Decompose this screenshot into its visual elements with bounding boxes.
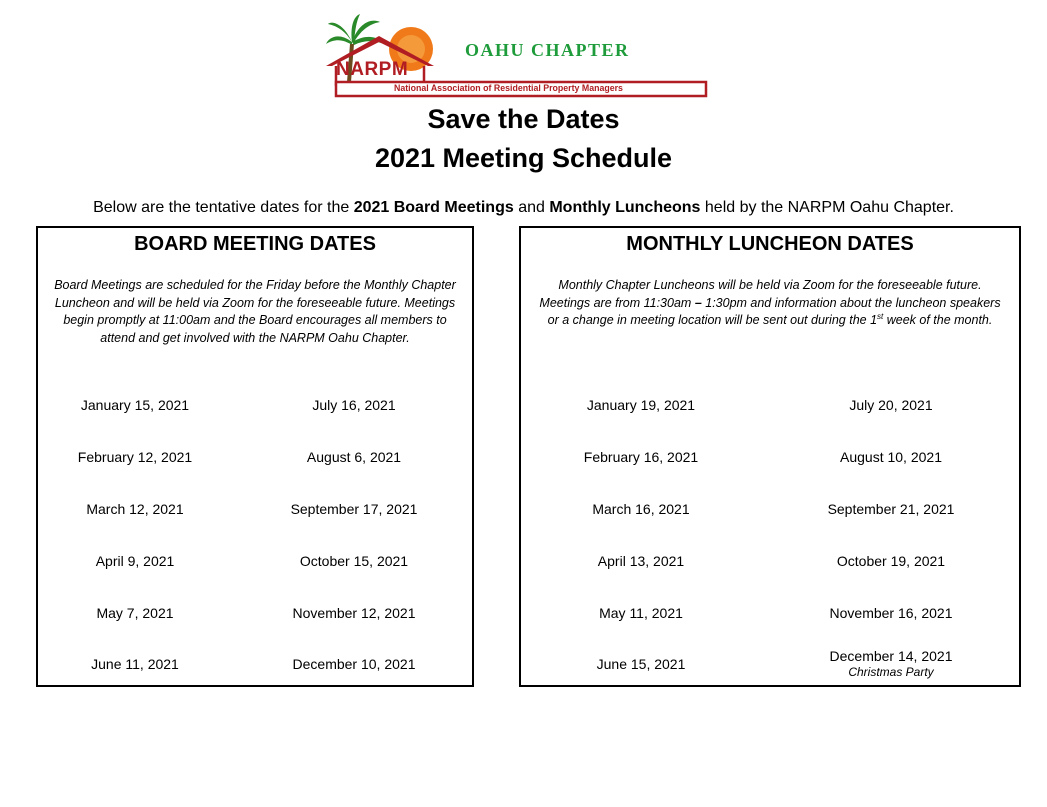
board-meeting-box bbox=[36, 226, 474, 687]
board-date: July 16, 2021 bbox=[312, 397, 396, 413]
luncheon-title: MONTHLY LUNCHEON DATES bbox=[626, 233, 914, 255]
intro-part2: and bbox=[513, 199, 550, 216]
luncheon-desc-text: Meetings are from 11:30am bbox=[539, 295, 695, 310]
luncheon-date: January 19, 2021 bbox=[586, 397, 696, 413]
board-date: January 15, 2021 bbox=[80, 397, 190, 413]
chapter-name: OAHU CHAPTER bbox=[465, 40, 630, 60]
board-date: March 12, 2021 bbox=[86, 501, 184, 517]
board-desc-line: Luncheon and will be held via Zoom for the foreseeable future. Meetings bbox=[54, 295, 456, 310]
board-date: September 17, 2021 bbox=[290, 501, 418, 517]
page-subtitle: 2021 Meeting Schedule bbox=[374, 143, 673, 173]
board-date: May 7, 2021 bbox=[96, 605, 174, 621]
board-date: April 9, 2021 bbox=[95, 553, 175, 569]
luncheon-date: November 16, 2021 bbox=[829, 605, 953, 621]
luncheon-date-december bbox=[830, 647, 953, 679]
luncheon-date: July 20, 2021 bbox=[849, 397, 933, 413]
luncheon-desc-dash: – bbox=[694, 295, 702, 310]
luncheon-desc-line: Monthly Chapter Luncheons will be held via Zoom for the foreseeable future. bbox=[558, 278, 982, 292]
luncheon-date: August 10, 2021 bbox=[840, 449, 942, 465]
luncheon-date: September 21, 2021 bbox=[827, 501, 955, 517]
luncheon-date: October 19, 2021 bbox=[836, 553, 946, 569]
luncheon-desc-text: 1:30pm and information about the luncheon speakers bbox=[701, 295, 1001, 310]
board-date: February 12, 2021 bbox=[77, 449, 193, 465]
luncheon-date: May 11, 2021 bbox=[599, 605, 683, 621]
christmas-party-note: Christmas Party bbox=[848, 665, 934, 679]
luncheon-desc-text: or a change in meeting location will be sent out during the 1 bbox=[547, 313, 878, 327]
luncheon-desc-line bbox=[529, 295, 1011, 313]
logo-wordmark: NARPM bbox=[336, 59, 409, 80]
intro-text bbox=[0, 198, 1047, 218]
board-description bbox=[46, 277, 464, 347]
logo-tagline: National Association of Residential Property Managers bbox=[394, 83, 623, 93]
luncheon-box bbox=[519, 226, 1021, 687]
luncheon-date: April 13, 2021 bbox=[597, 553, 685, 569]
intro-part3: held by the NARPM Oahu Chapter. bbox=[700, 199, 954, 216]
board-date: October 15, 2021 bbox=[299, 553, 409, 569]
intro-bold1: 2021 Board Meetings bbox=[353, 199, 514, 216]
board-date: December 10, 2021 bbox=[292, 656, 416, 672]
board-desc-line: attend and get involved with the NARPM Oahu Chapter. bbox=[100, 330, 410, 345]
luncheon-date: February 16, 2021 bbox=[583, 449, 699, 465]
luncheon-date: March 16, 2021 bbox=[592, 501, 690, 517]
luncheon-desc-sup: st bbox=[877, 311, 884, 321]
luncheon-date: June 15, 2021 bbox=[596, 656, 686, 672]
luncheon-desc-line bbox=[529, 312, 1011, 330]
page-title: Save the Dates bbox=[427, 104, 620, 134]
board-desc-line: begin promptly at 11:00am and the Board encourages all members to bbox=[63, 313, 447, 327]
intro-bold2: Monthly Luncheons bbox=[549, 199, 701, 216]
luncheon-date: December 14, 2021 bbox=[829, 648, 953, 664]
board-title: BOARD MEETING DATES bbox=[134, 233, 376, 255]
intro-part1: Below are the tentative dates for the bbox=[93, 199, 354, 216]
board-date: June 11, 2021 bbox=[91, 656, 179, 672]
luncheon-desc-text: week of the month. bbox=[883, 313, 993, 327]
luncheon-description bbox=[529, 277, 1011, 330]
board-date: August 6, 2021 bbox=[306, 449, 402, 465]
board-desc-line: Board Meetings are scheduled for the Friday before the Monthly Chapter bbox=[54, 278, 456, 292]
board-date: November 12, 2021 bbox=[292, 605, 416, 621]
